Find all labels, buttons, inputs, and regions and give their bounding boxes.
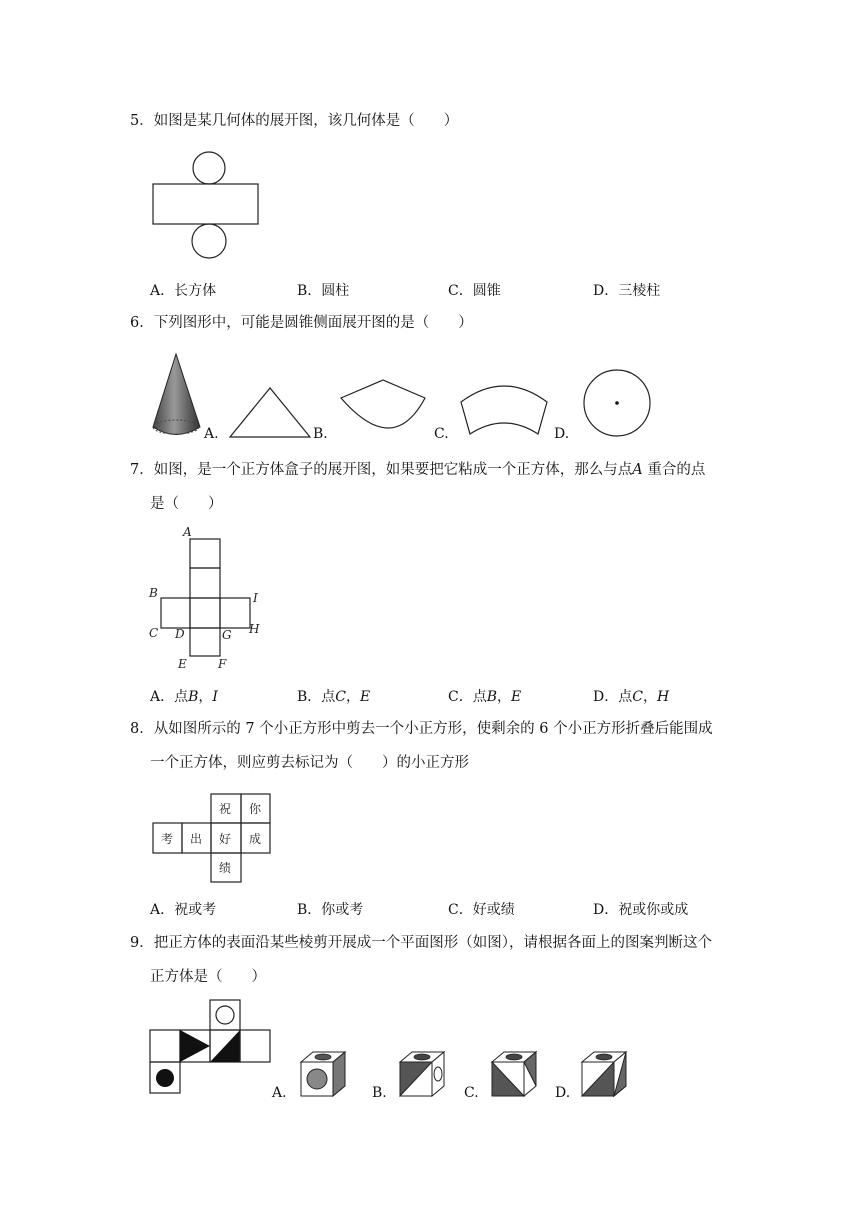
q9-option-b-letter[interactable]: B. (372, 1085, 387, 1101)
q6-circle-center-dot (615, 401, 619, 405)
q5-top-circle (193, 152, 225, 184)
q9-option-b-cube[interactable] (398, 1050, 448, 1100)
q9-black-triangle-left (180, 1030, 210, 1062)
q9-option-d-letter[interactable]: D. (555, 1085, 571, 1101)
q6-option-c-letter[interactable]: C. (434, 426, 449, 442)
q8-option-c[interactable]: C．好或绩 (448, 902, 515, 918)
q6-option-d-circle[interactable] (582, 368, 654, 440)
q6-option-c-annular-sector[interactable] (458, 374, 550, 440)
q9-hollow-circle (216, 1006, 234, 1024)
q7-stem-line2: 是（ ） (150, 496, 223, 512)
q7-label-i: I (253, 591, 258, 605)
q6-option-a-triangle[interactable] (228, 385, 312, 440)
q5-option-c[interactable]: C．圆锥 (448, 283, 501, 299)
q5-option-a[interactable]: A．长方体 (150, 283, 217, 299)
q9-option-c-cube[interactable] (490, 1050, 540, 1100)
q9-option-a-cube[interactable] (299, 1050, 349, 1100)
q7-label-a: A (183, 525, 192, 539)
q8-character-grid-figure (150, 792, 275, 884)
q5-rectangle (153, 184, 258, 224)
q6-cone-figure (150, 352, 206, 442)
q7-option-d[interactable]: D．点C，H (593, 689, 670, 705)
q5-cylinder-net-figure (150, 150, 262, 262)
q7-cube-net-figure (145, 522, 270, 672)
q8-cell-cheng: 成 (249, 832, 262, 846)
q5-stem: 5．如图是某几何体的展开图，该几何体是（ ） (130, 113, 459, 129)
q9-stem-line2: 正方体是（ ） (150, 969, 266, 985)
q7-label-c: C (149, 626, 159, 640)
q7-label-g: G (222, 628, 232, 642)
q7-label-d: D (175, 627, 185, 641)
q9-black-triangle-right (210, 1030, 240, 1062)
q6-option-b-letter[interactable]: B. (313, 426, 328, 442)
q9-filled-circle (156, 1069, 174, 1087)
q8-stem-line1: 8．从如图所示的 7 个小正方形中剪去一个小正方形，使剩余的 6 个小正方形折叠后能围成 (130, 721, 713, 737)
q8-cell-zhu: 祝 (219, 802, 232, 816)
q5-option-d[interactable]: D．三棱柱 (593, 283, 661, 299)
q9-option-d-cube[interactable] (580, 1050, 630, 1100)
q7-option-a[interactable]: A．点B，I (150, 689, 218, 705)
q7-stem-point: A (632, 462, 643, 478)
q9-option-a-letter[interactable]: A. (272, 1085, 287, 1101)
q8-option-b[interactable]: B．你或考 (297, 902, 364, 918)
q7-option-b[interactable]: B．点C，E (297, 689, 371, 705)
q5-option-b[interactable]: B．圆柱 (297, 283, 350, 299)
q9-cube-net-figure (148, 998, 274, 1096)
q7-label-b: B (149, 586, 158, 600)
q8-option-d[interactable]: D．祝或你或成 (593, 902, 689, 918)
q7-stem-line1: 7．如图，是一个正方体盒子的展开图，如果要把它粘成一个正方体，那么与点A 重合的点 (130, 462, 706, 478)
q8-cell-kao: 考 (161, 832, 174, 846)
q5-bottom-circle (192, 224, 226, 258)
q9-option-c-letter[interactable]: C. (464, 1085, 479, 1101)
q6-option-d-letter[interactable]: D. (554, 426, 570, 442)
q8-stem-line2: 一个正方体，则应剪去标记为（ ）的小正方形 (150, 755, 469, 771)
q8-cell-ni: 你 (249, 802, 262, 816)
q8-option-a[interactable]: A．祝或考 (150, 902, 217, 918)
q8-cell-hao: 好 (219, 832, 232, 846)
q7-label-h: H (249, 622, 260, 636)
q8-cell-chu: 出 (190, 832, 203, 846)
q6-stem: 6．下列图形中，可能是圆锥侧面展开图的是（ ） (130, 315, 473, 331)
q7-option-c[interactable]: C．点B，E (448, 689, 522, 705)
q6-option-a-letter[interactable]: A. (204, 426, 219, 442)
q8-cell-ji: 绩 (219, 861, 232, 875)
q7-label-e: E (178, 657, 187, 671)
q7-label-f: F (218, 657, 227, 671)
q9-stem-line1: 9．把正方体的表面沿某些棱剪开展成一个平面图形（如图），请根据各面上的图案判断这个 (130, 935, 712, 951)
q6-option-b-sector[interactable] (338, 378, 428, 440)
